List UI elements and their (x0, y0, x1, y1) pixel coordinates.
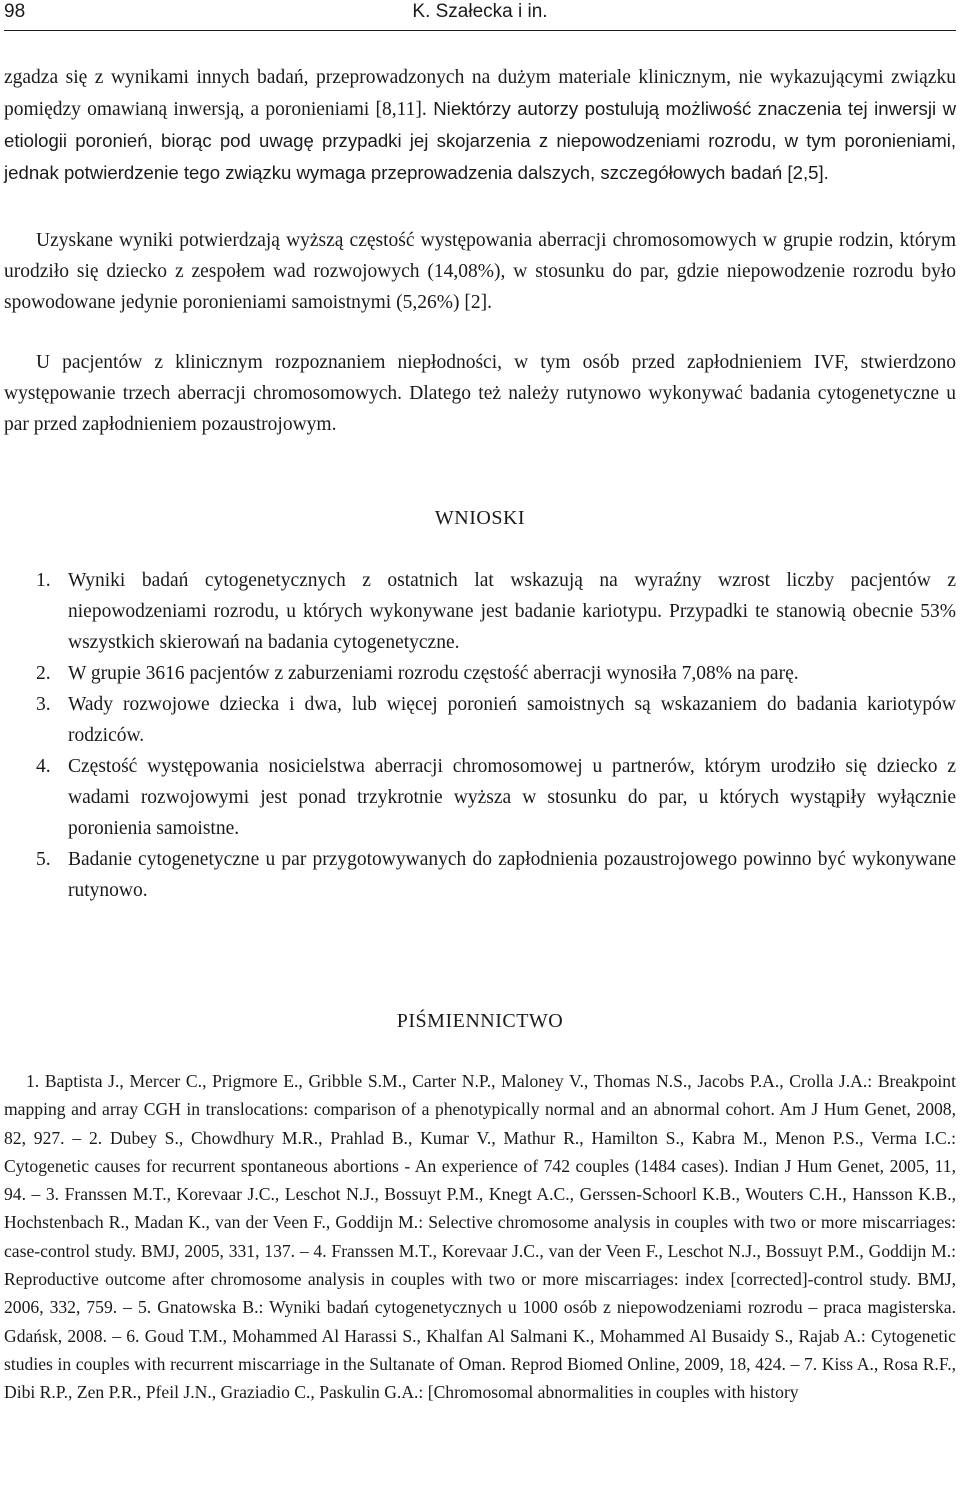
conclusion-text: Częstość występowania nosicielstwa aberracji chromosomowej u partnerów, którym urodziło się dziecko z wadami rozwojowymi jest ponad trzykrotnie wyższa w stosunku do par, u których wystąpiły wyłącznie poronienia samoistne. (68, 756, 956, 839)
conclusion-number: 2. (36, 663, 51, 684)
running-head: K. Szałecka i in. (412, 1, 548, 22)
conclusion-number: 3. (36, 694, 51, 715)
conclusion-text: W grupie 3616 pacjentów z zaburzeniami rozrodu częstość aberracji wynosiła 7,08% na parę. (68, 663, 799, 684)
conclusion-item (4, 689, 956, 751)
discussion-paragraph-3: U pacjentów z klinicznym rozpoznaniem niepłodności, w tym osób przed zapłodnieniem IVF, stwierdzono występowanie trzech aberracji chromosomowych. Dlatego też należy rutynowo wykonywać badania cytogenetyczne u par przed zapłodnieniem pozaustrojowym. (4, 352, 956, 435)
conclusion-text: Badanie cytogenetyczne u par przygotowywanych do zapłodnienia pozaustrojowego powinno być wykonywane rutynowo. (68, 849, 956, 901)
discussion-paragraph-2: Uzyskane wyniki potwierdzają wyższą częstość występowania aberracji chromosomowych w grupie rodzin, którym urodziło się dziecko z zespołem wad rozwojowych (14,08%), w stosunku do par, gdzie niepowodzenie rozrodu było spowodowane jedynie poronieniami samoistnymi (5,26%) [2]. (4, 230, 956, 313)
conclusion-item (4, 751, 956, 844)
conclusion-item (4, 658, 956, 689)
conclusion-text: Wyniki badań cytogenetycznych z ostatnich lat wskazują na wyraźny wzrost liczby pacjentów z niepowodzeniami rozrodu, u których wykonywane jest badanie kariotypu. Przypadki te stanowią obecnie 53% wszystkich skierowań na badania cytogenetyczne. (68, 570, 956, 653)
conclusions-list (4, 565, 956, 906)
conclusion-text: Wady rozwojowe dziecka i dwa, lub więcej poronień samoistnych są wskazaniem do badania kariotypów rodziców. (68, 694, 956, 746)
conclusion-number: 1. (36, 570, 51, 591)
paragraph-1-serif: zgadza się z wynikami innych badań, przeprowadzonych na dużym materiale klinicznym, nie wykazującymi związku pomiędzy omawianą inwersją, a poronieniami [8,11]. (4, 67, 956, 120)
conclusion-number: 4. (36, 756, 51, 777)
conclusion-item (4, 565, 956, 658)
references-title: PIŚMIENNICTWO (396, 1010, 564, 1032)
conclusions-title: WNIOSKI (434, 507, 526, 529)
conclusion-item (4, 844, 956, 906)
paragraph-1-sans: Niektórzy autorzy postulują możliwość znaczenia tej inwersji w etiologii poronień, biorąc pod uwagę przypadki jej skojarzenia z niepowodzeniami rozrodu, w tym poronieniami, jednak potwierdzenie tego związku wymaga przeprowadzenia dalszych, szczegółowych badań [2,5]. (4, 98, 956, 183)
discussion-paragraph-1 (4, 62, 956, 189)
conclusion-number: 5. (36, 849, 51, 870)
references-list: 1. Baptista J., Mercer C., Prigmore E., Gribble S.M., Carter N.P., Maloney V., Thomas N.S., Jacobs P.A., Crolla J.A.: Breakpoint mapping and array CGH in translocations: comparison of a phenotypically normal and an abnormal cohort. Am J Hum Genet, 2008, 82, 927. – 2. Dubey S., Chowdhury M.R., Prahlad B., Kumar V., Mathur R., Hamilton S., Kabra M., Menon P.S., Verma I.C.: Cytogenetic causes for recurrent spontaneous abortions - An experience of 742 couples (1484 cases). Indian J Hum Genet, 2005, 11, 94. – 3. Franssen M.T., Korevaar J.C., Leschot N.J., Bossuyt P.M., Knegt A.C., Gerssen-Schoorl K.B., Wouters C.H., Hansson K.B., Hochstenbach R., Madan K., van der Veen F., Goddijn M.: Selective chromosome analysis in couples with two or more miscarriages: case-control study. BMJ, 2005, 331, 137. – 4. Franssen M.T., Korevaar J.C., van der Veen F., Leschot N.J., Bossuyt P.M., Goddijn M.: Reproductive outcome after chromosome analysis in couples with two or more miscarriages: index [corrected]-control study. BMJ, 2006, 332, 759. – 5. Gnatowska B.: Wyniki badań cytogenetycznych u 1000 osób z niepowodzeniami rozrodu – praca magisterska. Gdańsk, 2008. – 6. Goud T.M., Mohammed Al Harassi S., Khalfan Al Salmani K., Mohammed Al Busaidy S., Rajab A.: Cytogenetic studies in couples with recurrent miscarriage in the Sultanate of Oman. Reprod Biomed Online, 2009, 18, 424. – 7. Kiss A., Rosa R.F., Dibi R.P., Zen P.R., Pfeil J.N., Graziadio C., Paskulin G.A.: [Chromosomal abnormalities in couples with history (4, 1071, 956, 1403)
page-header (4, 0, 956, 31)
page-number: 98 (4, 1, 26, 22)
